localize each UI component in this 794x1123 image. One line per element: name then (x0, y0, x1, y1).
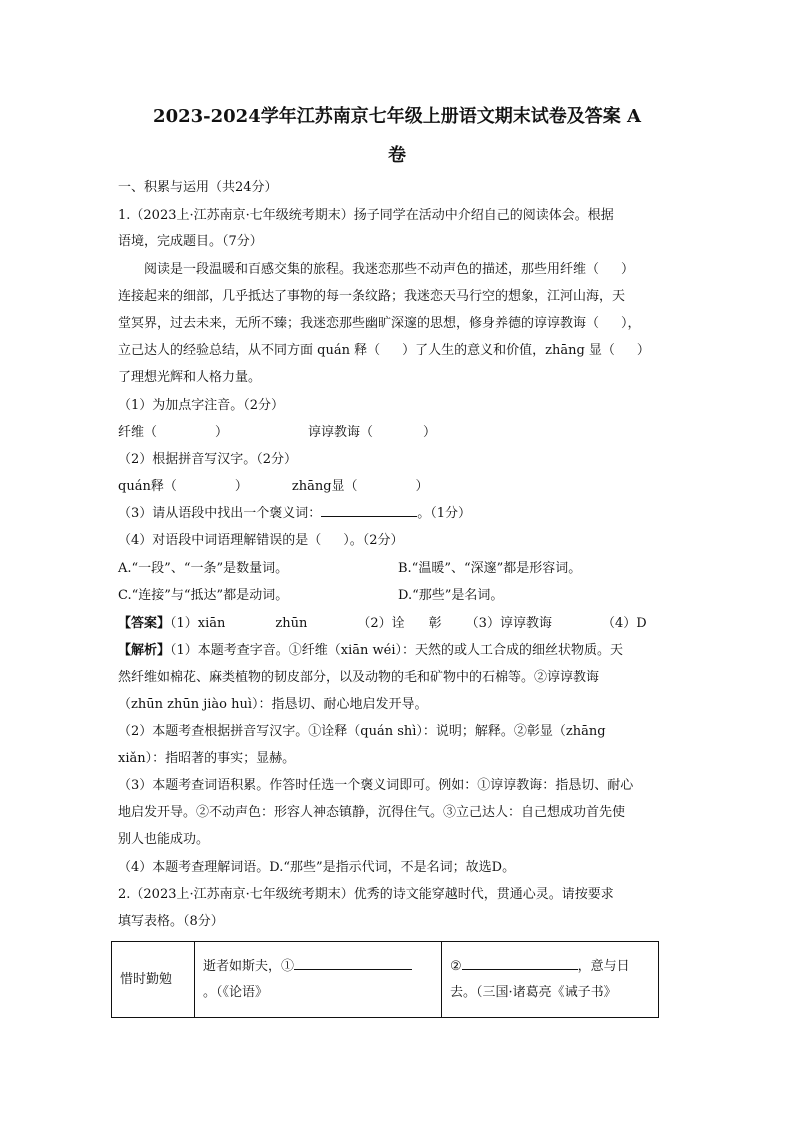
answer-blank[interactable] (462, 955, 578, 970)
table-row (112, 942, 659, 1018)
analysis-line-7: 地启发开导。②不动声色：形容人神态镇静，沉得住气。③立己达人：自己想成功首先使 (118, 805, 626, 820)
analysis-line-1 (118, 638, 623, 664)
passage-text: 阅读是一段温暖和百感交集的旅程。我迷恋那些不动声色的描述，那些用纤维（ (144, 262, 600, 277)
analysis-text: （1）本题考查字音。①纤维（xiān wéi）：天然的或人工合成的细丝状物质。天 (170, 643, 624, 658)
answer-part: （1）xiān (170, 616, 226, 631)
poem-line: ，意与日 (577, 958, 630, 974)
question-2-stem-line-1: 2.（2023上·江苏南京·七年级统考期末）优秀的诗文能穿越时代，贯通心灵。请按要求 (118, 887, 614, 902)
analysis-line-5: xiǎn）：指昭著的事实；显赫。 (118, 751, 296, 766)
option-a: A.“一段”、“一条”是数量词。 (118, 561, 289, 576)
poem-line: 逝者如斯夫，① (203, 958, 295, 974)
question-2-stem-line-2: 填写表格。（8分） (118, 914, 224, 929)
passage-line-1 (144, 257, 634, 283)
analysis-line-2: 然纤维如棉花、麻类植物的韧皮部分，以及动物的毛和矿物中的石棉等。②谆谆教诲 (118, 670, 600, 685)
analysis-line-9: （4）本题考查理解词语。D.“那些”是指示代词，不是名词；故选D。 (118, 860, 516, 875)
blank-label: 纤维（ (118, 425, 158, 440)
poem-source: 。（《论语》 (203, 984, 269, 1000)
document-title-line-1: 2023-2024学年江苏南京七年级上册语文期末试卷及答案 A (153, 106, 641, 127)
passage-line-4 (118, 338, 650, 364)
analysis-line-4: （2）本题考查根据拼音写汉字。①诠释（quán shì）：说明；解释。②彰显（zhāng (118, 724, 606, 739)
analysis-line-6: （3）本题考查词语积累。作答时任选一个褒义词即可。例如：①谆谆教诲：指恳切、耐心 (118, 778, 634, 793)
document-title-line-2: 卷 (388, 145, 406, 166)
question-text: （4）对语段中词语理解错误的是（ (118, 533, 322, 548)
passage-line-5: 了理想光辉和人格力量。 (118, 370, 262, 385)
question-text: ）。（2分） (343, 533, 404, 548)
paren-close: ）， (621, 316, 641, 331)
paren-close: ） (423, 425, 437, 440)
analysis-line-3: （zhūn zhūn jiào huì）：指恳切、耐心地启发开导。 (118, 697, 428, 712)
blank-label: 谆谆教诲（ (308, 425, 374, 440)
paren-close: ） (636, 343, 650, 358)
poem-source: 去。（三国·诸葛亮《诫子书》 (450, 984, 617, 1000)
answer-tag: 【答案】 (118, 616, 171, 631)
passage-text: 堂冥界，过去未来，无所不臻；我迷恋那些幽旷深邃的思想，修身养德的谆谆教诲（ (118, 316, 600, 331)
answer-part: （2）诠 (357, 616, 405, 631)
answer-part: （4）D (601, 616, 647, 631)
paren-close: ） (215, 425, 229, 440)
sub-question-2-blanks (118, 474, 429, 500)
analysis-tag: 【解析】 (118, 643, 171, 658)
sub-question-1-blanks (118, 420, 436, 446)
option-c: C.“连接”与“抵达”都是动词。 (118, 588, 289, 603)
answer-blank[interactable] (321, 502, 417, 517)
sub-question-3 (118, 501, 471, 527)
question-text: 。（1分） (417, 506, 472, 521)
answer-part: 彰 (428, 616, 442, 631)
answer-line (118, 611, 647, 637)
passage-text: 立己达人的经验总结，从不同方面 quán 释（ (118, 343, 381, 358)
paren-close: ） (234, 479, 248, 494)
answer-part: zhūn (275, 616, 308, 631)
sub-question-2-label: （2）根据拼音写汉字。（2分） (118, 452, 298, 467)
blank-label: zhāng显（ (291, 479, 358, 494)
question-text: （3）请从语段中找出一个褒义词： (118, 506, 322, 521)
analysis-line-8: 别人也能成功。 (118, 832, 210, 847)
sub-question-1-label: （1）为加点字注音。（2分） (118, 398, 285, 413)
passage-line-3 (118, 311, 641, 337)
poem-line: ② (450, 958, 462, 974)
blank-label: quán释（ (118, 479, 177, 494)
paren-close: ） (621, 262, 635, 277)
answer-blank[interactable] (294, 955, 412, 970)
table-category-cell: 惜时勤勉 (112, 942, 195, 1018)
poetry-fill-table (111, 941, 659, 1018)
question-1-stem-line-2: 语境，完成题目。（7分） (118, 234, 263, 249)
option-b: B.“温暖”、“深邃”都是形容词。 (398, 561, 582, 576)
passage-text: ）了人生的意义和价值，zhāng 显（ (402, 343, 615, 358)
paren-close: ） (415, 479, 429, 494)
sub-question-4 (118, 528, 404, 554)
table-cell-1 (195, 942, 442, 1018)
option-d: D.“那些”是名词。 (398, 588, 504, 603)
answer-part: （3）谆谆教诲 (465, 616, 552, 631)
question-1-stem-line-1: 1.（2023上·江苏南京·七年级统考期末）扬子同学在活动中介绍自己的阅读体会。根据 (118, 208, 614, 223)
table-cell-2 (442, 942, 659, 1018)
passage-line-2: 连接起来的细部，几乎抵达了事物的每一条纹路；我迷恋天马行空的想象，江河山海，天 (118, 289, 626, 304)
section-heading: 一、积累与运用（共24分） (118, 180, 278, 195)
